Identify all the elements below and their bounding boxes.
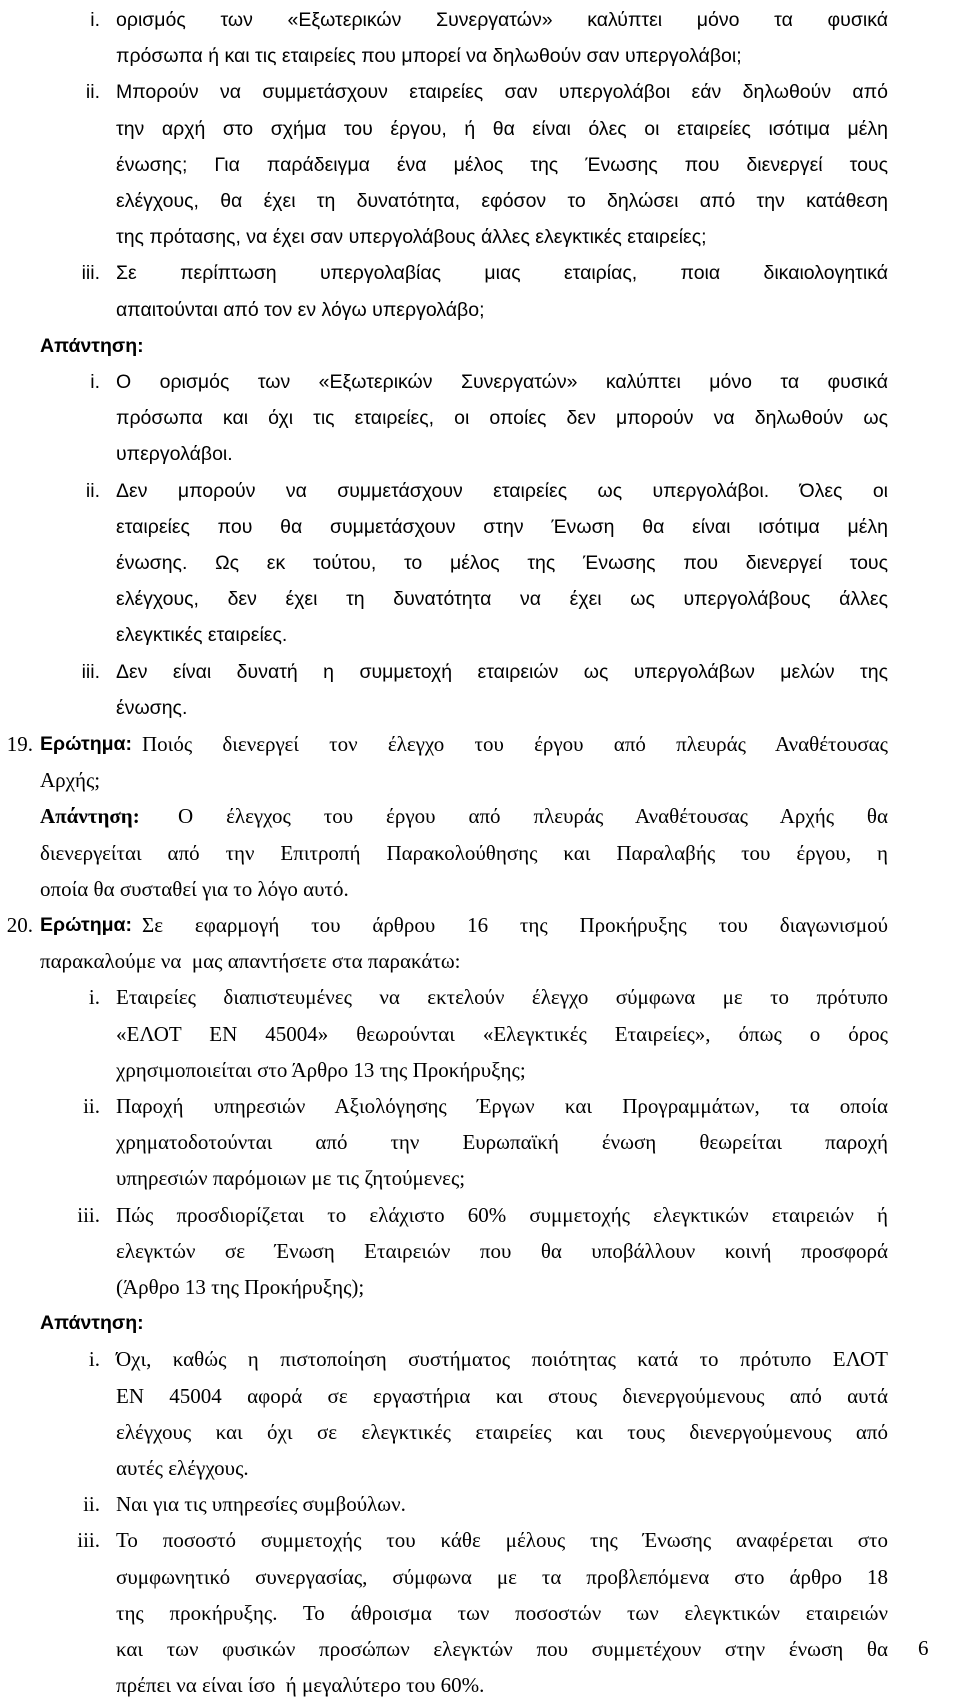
item-text-line: Ο ορισμός των «Εξωτερικών Συνεργατών» καλύπτει μόνο τα φυσικά xyxy=(116,371,888,393)
item-text-line: της πρότασης, να έχει σαν υπεργολάβους άλλες ελεγκτικές εταιρείες; xyxy=(116,226,707,249)
item-text-line: ελεγκτών σε Ένωση Εταιρειών που θα υποβάλλουν κοινή προσφορά xyxy=(116,1238,888,1263)
item-text-line: Παροχή υπηρεσιών Αξιολόγησης Έργων και Προγραμμάτων, τα οποία xyxy=(116,1094,888,1118)
item-text-line: «ΕΛΟΤ ΕΝ 45004» θεωρούνται «Ελεγκτικές Εταιρείες», όπως ο όρος xyxy=(116,1021,888,1046)
item-text-line: Σε περίπτωση υπεργολαβίας μιας εταιρίας, ποια δικαιολογητικά xyxy=(116,262,888,285)
item-marker: 20. xyxy=(6,913,33,937)
item-text-line: πρόσωπα ή και τις εταιρείες που μπορεί να δηλωθούν σαν υπεργολάβοι; xyxy=(116,45,742,68)
question-label: Ερώτημα: xyxy=(40,914,133,936)
item-text-line: της προκήρυξης. Το άθροισμα των ποσοστών των ελεγκτικών εταιρειών xyxy=(116,1600,888,1625)
item-marker: 19. xyxy=(6,732,33,756)
item-text-line: ελέγχους και όχι σε ελεγκτικές εταιρείες και τους διενεργούμενους από xyxy=(116,1419,888,1444)
item-text-line: ελεγκτικές εταιρείες. xyxy=(116,624,288,647)
item-text-line: Το ποσοστό συμμετοχής του κάθε μέλους της Ένωσης αναφέρεται στο xyxy=(116,1528,888,1553)
item-marker: iii. xyxy=(81,262,100,285)
item-text-line: ελέγχους, θα έχει τη δυνατότητα, εφόσον το δηλώσει από την κατάθεση xyxy=(116,190,888,212)
item-text-line: εταιρείες που θα συμμετάσχουν στην Ένωση θα είναι ισότιμα μέλη xyxy=(116,515,888,538)
answer-text-line: Ο έλεγχος του έργου από πλευράς Αναθέτουσας Αρχής θα xyxy=(178,804,888,829)
item-text-line: πρόσωπα και όχι τις εταιρείες, οι οποίες δεν μπορούν να δηλωθούν ως xyxy=(116,407,888,430)
answer-text-line: διενεργείται από την Επιτροπή Παρακολούθησης και Παραλαβής του έργου, η xyxy=(40,840,888,865)
item-text-line: την αρχή στο σχήμα του έργου, ή θα είναι όλες οι εταιρείες ισότιμα μέλη xyxy=(116,117,888,140)
item-marker: i. xyxy=(88,1347,100,1372)
item-marker: iii. xyxy=(77,1528,100,1553)
item-text-line: και των φυσικών προσώπων ελεγκτών που συμμετέχουν στην ένωση θα xyxy=(116,1637,888,1661)
item-marker: i. xyxy=(90,371,100,393)
item-text-line: χρηματοδοτούνται από την Ευρωπαϊκή ένωση θεωρείται παροχή xyxy=(116,1130,888,1155)
item-text-line: Μπορούν να συμμετάσχουν εταιρείες σαν υπεργολάβοι εάν δηλωθούν από xyxy=(116,81,888,104)
answer-label: Απάντηση: xyxy=(40,1312,144,1335)
item-text-line: ένωσης; Για παράδειγμα ένα μέλος της Ένωσης που διενεργεί τους xyxy=(116,153,888,176)
item-text-line: ελέγχους, δεν έχει τη δυνατότητα να έχει ως υπεργολάβους άλλες xyxy=(116,588,888,611)
question-label: Ερώτημα: xyxy=(40,733,133,755)
item-marker: ii. xyxy=(83,1492,100,1517)
item-text-line: ένωσης. xyxy=(116,696,188,719)
item-text-line: Σε εφαρμογή του άρθρου 16 της Προκήρυξης του διαγωνισμού xyxy=(142,913,888,937)
item-text-line: ΕΝ 45004 αφορά σε εργαστήρια και στους διενεργούμενους από αυτά xyxy=(116,1383,888,1408)
answer-label: Απάντηση: xyxy=(40,334,144,357)
item-text-line: αυτές ελέγχους. xyxy=(116,1456,249,1480)
item-text-line: Αρχής; xyxy=(40,768,101,793)
item-text-line: χρησιμοποιείται στο Άρθρο 13 της Προκήρυξης; xyxy=(116,1057,526,1082)
item-text-line: υπεργολάβοι. xyxy=(116,443,233,466)
item-text-line: Εταιρείες διαπιστευμένες να εκτελούν έλεγχο σύμφωνα με το πρότυπο xyxy=(116,985,888,1010)
item-text-line: ένωσης. Ως εκ τούτου, το μέλος της Ένωσης που διενεργεί τους xyxy=(116,552,888,574)
answer-label: Απάντηση: xyxy=(40,804,140,829)
answer-text-line: οποία θα συσταθεί για το λόγο αυτό. xyxy=(40,876,349,901)
item-text-line: συμφωνητικό συνεργασίας, σύμφωνα με τα προβλεπόμενα στο άρθρο 18 xyxy=(116,1564,888,1589)
item-text-line: Δεν είναι δυνατή η συμμετοχή εταιρειών ως υπεργολάβων μελών της xyxy=(116,660,888,683)
item-text-line: Ποιός διενεργεί τον έλεγχο του έργου από πλευράς Αναθέτουσας xyxy=(142,732,888,756)
item-text-line: απαιτούνται από τον εν λόγω υπεργολάβο; xyxy=(116,298,485,321)
item-marker: iii. xyxy=(77,1202,100,1227)
item-marker: i. xyxy=(88,985,100,1010)
item-text-line: Δεν μπορούν να συμμετάσχουν εταιρείες ως υπεργολάβοι. Όλες οι xyxy=(116,479,888,502)
item-text-line: Πώς προσδιορίζεται το ελάχιστο 60% συμμετοχής ελεγκτικών εταιρειών ή xyxy=(116,1202,888,1227)
item-text-line: Ναι για τις υπηρεσίες συμβούλων. xyxy=(116,1492,406,1517)
item-marker: ii. xyxy=(85,479,100,502)
item-text-line: πρέπει να είναι ίσο ή μεγαλύτερο του 60%. xyxy=(116,1673,485,1698)
item-text-line: Όχι, καθώς η πιστοποίηση συστήματος ποιότητας κατά το πρότυπο ΕΛΟΤ xyxy=(116,1347,888,1372)
item-marker: iii. xyxy=(81,660,100,683)
item-text-line: ορισμός των «Εξωτερικών Συνεργατών» καλύπτει μόνο τα φυσικά xyxy=(116,9,888,31)
page-number: 6 xyxy=(918,1636,929,1660)
item-marker: ii. xyxy=(83,1094,100,1118)
item-text-line: (Άρθρο 13 της Προκήρυξης); xyxy=(116,1275,365,1299)
item-text-line: υπηρεσιών παρόμοιων με τις ζητούμενες; xyxy=(116,1166,466,1191)
item-text-line: παρακαλούμε να μας απαντήσετε στα παρακάτω: xyxy=(40,949,461,974)
item-marker: i. xyxy=(90,9,100,31)
item-marker: ii. xyxy=(85,81,100,104)
